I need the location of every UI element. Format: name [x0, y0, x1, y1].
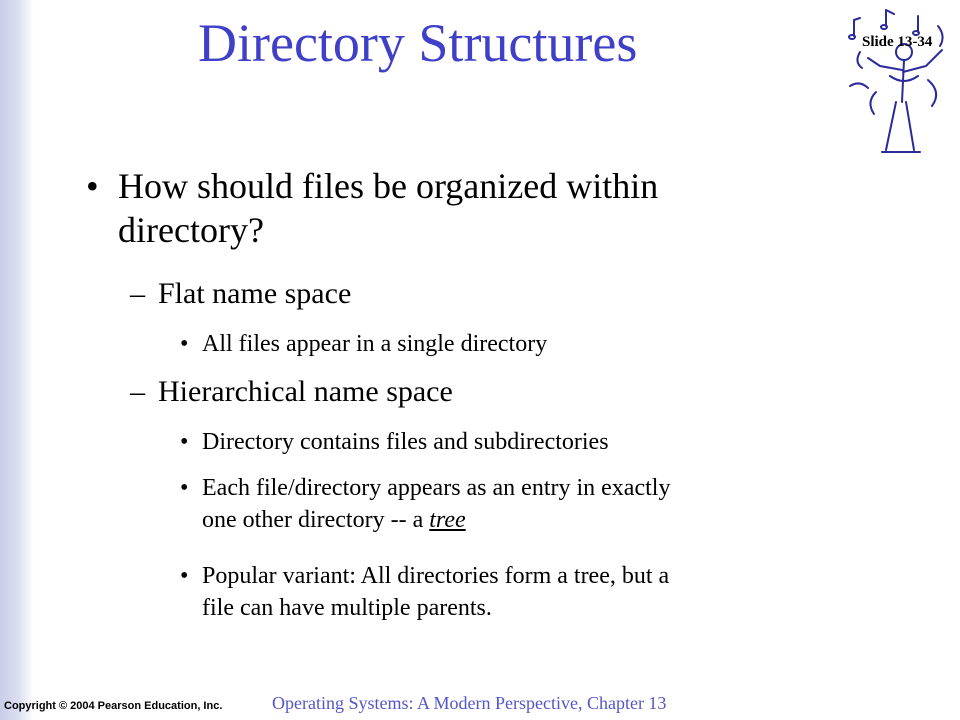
- hierarchical-detail-3-line-1: Popular variant: All directories form a tree, but a: [202, 563, 670, 589]
- bullet-dot: •: [180, 563, 189, 589]
- left-gradient-bar: [0, 0, 34, 720]
- bullet-dot: •: [86, 166, 99, 206]
- flat-name-space-label: Flat name space: [158, 277, 352, 310]
- slide-number: Slide 13-34: [862, 34, 933, 50]
- tree-emphasis: tree: [429, 507, 466, 533]
- hierarchical-detail-3-line-2: file can have multiple parents.: [202, 595, 492, 621]
- sub-bullet-dash: –: [130, 277, 145, 310]
- bullet-dot: •: [180, 429, 189, 455]
- hierarchical-detail-2-line-2: [202, 504, 466, 536]
- flat-name-space-detail: All files appear in a single directory: [202, 331, 548, 357]
- question-line-2: directory?: [118, 210, 264, 250]
- hierarchical-detail-1: Directory contains files and subdirectories: [202, 429, 609, 455]
- question-line-1: How should files be organized within: [118, 166, 659, 206]
- conductor-clipart-icon: [846, 6, 956, 166]
- hierarchical-detail-2-prefix: one other directory -- a: [202, 507, 430, 533]
- book-footer: Operating Systems: A Modern Perspective, Chapter 13: [272, 693, 667, 713]
- slide-title: Directory Structures: [198, 13, 638, 73]
- copyright-notice: Copyright © 2004 Pearson Education, Inc.: [4, 700, 223, 712]
- sub-bullet-dash: –: [130, 375, 145, 408]
- bullet-dot: •: [180, 475, 189, 501]
- hierarchical-detail-2-line-1: Each file/directory appears as an entry in exactly: [202, 475, 671, 501]
- bullet-dot: •: [180, 331, 189, 357]
- hierarchical-name-space-label: Hierarchical name space: [158, 375, 453, 408]
